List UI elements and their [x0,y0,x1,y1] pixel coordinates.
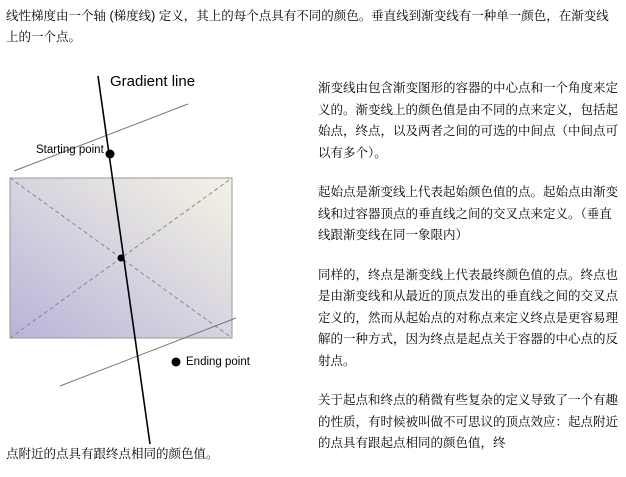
starting-point-label: Starting point [36,144,104,156]
paragraph-starting-point: 起始点是渐变线上代表起始颜色值的点。起始点由渐变线和过容器顶点的垂直线之间的交叉点来定义。（垂直线跟渐变线在同一象限内） [318,185,619,242]
gradient-line-diagram [0,56,310,446]
paragraph-gradient-line-definition: 渐变线由包含渐变图形的容器的中心点和一个角度来定义的。渐变线上的颜色值是由不同的点来定义，包括起始点，终点，以及两者之间的可选的中间点（中间点可以有多个）。 [318,81,619,160]
closing-paragraph: 点附近的点具有跟终点相同的颜色值。 [6,447,219,461]
center-point-marker [118,255,125,262]
starting-point-marker [106,150,115,159]
diagram-svg [0,56,310,446]
explanation-column [318,78,620,473]
intro-paragraph: 线性梯度由一个轴 (梯度线) 定义，其上的每个点具有不同的颜色。垂直线到渐变线有一种单一颜色，在渐变线上的一个点。 [6,9,609,44]
ending-point-label: Ending point [186,356,250,368]
perpendicular-line-start [14,104,188,171]
ending-point-marker [172,358,181,367]
gradient-line-label: Gradient line [110,73,196,90]
paragraph-magic-corners: 关于起点和终点的稍微有些复杂的定义导致了一个有趣的性质，有时候被叫做不可思议的顶点效应：起点附近的点具有跟起点相同的颜色值，终 [318,393,619,450]
paragraph-ending-point: 同样的，终点是渐变线上代表最终颜色值的点。终点也是由渐变线和从最近的顶点发出的垂直线之间的交叉点定义的，然而从起始点的对称点来定义终点是更容易理解的一种方式，因为终点是起点关于容器的中心点的反射点。 [318,267,619,368]
